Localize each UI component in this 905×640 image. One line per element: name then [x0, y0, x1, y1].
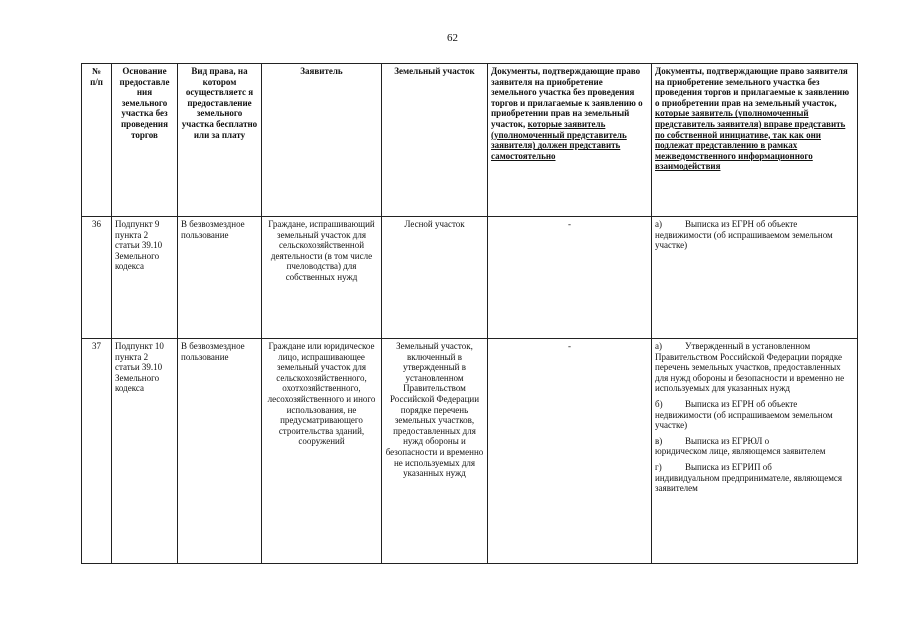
doc-list-item	[655, 219, 854, 251]
doc-item-letter: а)	[655, 341, 662, 351]
doc-item-rest: недвижимости (об испрашиваемом земельном участке)	[655, 409, 833, 431]
header-docs-interagency-text: Документы, подтверждающие право заявителя на приобретение земельного участка без проведения торгов и прилагаемые к заявлению о приобретении прав на земельный участок,	[655, 66, 850, 108]
row-applicant: Граждане, испрашивающий земельный участок для сельскохозяйственной деятельности (в том числе пчеловодства) для собственных нужд	[262, 217, 382, 339]
doc-item-rest: недвижимости (об испрашиваемом земельном участке)	[655, 229, 833, 251]
header-docs-self	[488, 64, 652, 217]
row-applicant: Граждане или юридическое лицо, испрашивающее земельный участок для сельскохозяйственного, охотхозяйственного, лесохозяйственного и иного использования, не предусматривающего строительства зданий, сооружений	[262, 339, 382, 564]
row-docs-interagency	[652, 217, 858, 339]
row-docs-self: -	[488, 339, 652, 564]
header-docs-interagency	[652, 64, 858, 217]
row-right-type: В безвозмездное пользование	[178, 339, 262, 564]
row-land-plot: Лесной участок	[382, 217, 488, 339]
row-right-type: В безвозмездное пользование	[178, 217, 262, 339]
row-land-plot: Земельный участок, включенный в утвержденный в установленном Правительством Российской Федерации порядке перечень земельных участков, предоставленных для нужд обороны и безопасности и временно не используемых для указанных нужд	[382, 339, 488, 564]
doc-list-item	[655, 341, 854, 394]
doc-item-lead: Утвержденный в установленном	[685, 341, 811, 351]
header-right-type: Вид права, на котором осуществляетс я предоставление земельного участка бесплатно или за плату	[178, 64, 262, 217]
doc-item-lead: Выписка из ЕГРН об объекте	[685, 399, 798, 410]
row-docs-interagency	[652, 339, 858, 564]
doc-item-letter: б)	[655, 399, 663, 410]
table-row	[82, 339, 858, 564]
table-row	[82, 217, 858, 339]
header-docs-interagency-underlined: которые заявитель (уполномоченный представитель заявителя) вправе представить по собственной инициативе, так как они подлежат представлению в рамках межведомственного информационного взаимодействия	[655, 108, 846, 172]
doc-item-rest: Правительством Российской Федерации порядке перечень земельных участков, предоставленных для нужд обороны и безопасности и временно не используемых для указанных нужд	[655, 351, 845, 394]
row-number: 36	[82, 217, 112, 339]
row-number: 37	[82, 339, 112, 564]
header-number: № п/п	[82, 64, 112, 217]
doc-item-lead: Выписка из ЕГРИП об	[685, 462, 772, 473]
header-basis: Основание предоставле ния земельного участка без проведения торгов	[112, 64, 178, 217]
doc-list-item	[655, 399, 854, 431]
header-docs-self-text: Документы, подтверждающие право заявителя на приобретение земельного участка без проведения торгов и прилагаемые к заявлению о приобретении прав на земельный участок,	[491, 66, 643, 130]
doc-item-lead: Выписка из ЕГРЮЛ о	[685, 435, 770, 446]
land-plot-documents-table	[81, 63, 858, 564]
doc-item-letter: г)	[655, 462, 662, 473]
header-land-plot: Земельный участок	[382, 64, 488, 217]
doc-item-rest: индивидуальном предпринимателе, являющемся заявителем	[655, 472, 843, 494]
table-header-row	[82, 64, 858, 217]
doc-item-letter: а)	[655, 219, 662, 229]
doc-list-item	[655, 436, 854, 457]
row-basis: Подпункт 10 пункта 2 статьи 39.10 Земельного кодекса	[112, 339, 178, 564]
doc-item-rest: юридическом лице, являющемся заявителем	[655, 446, 826, 457]
header-applicant: Заявитель	[262, 64, 382, 217]
header-docs-self-underlined: которые заявитель (уполномоченный представитель заявителя) должен представить самостоятельно	[491, 119, 627, 161]
doc-item-lead: Выписка из ЕГРН об объекте	[685, 219, 798, 229]
doc-list-item	[655, 462, 854, 494]
row-basis: Подпункт 9 пункта 2 статьи 39.10 Земельного кодекса	[112, 217, 178, 339]
row-docs-self: -	[488, 217, 652, 339]
page-number: 62	[447, 32, 458, 44]
doc-item-letter: в)	[655, 435, 663, 446]
